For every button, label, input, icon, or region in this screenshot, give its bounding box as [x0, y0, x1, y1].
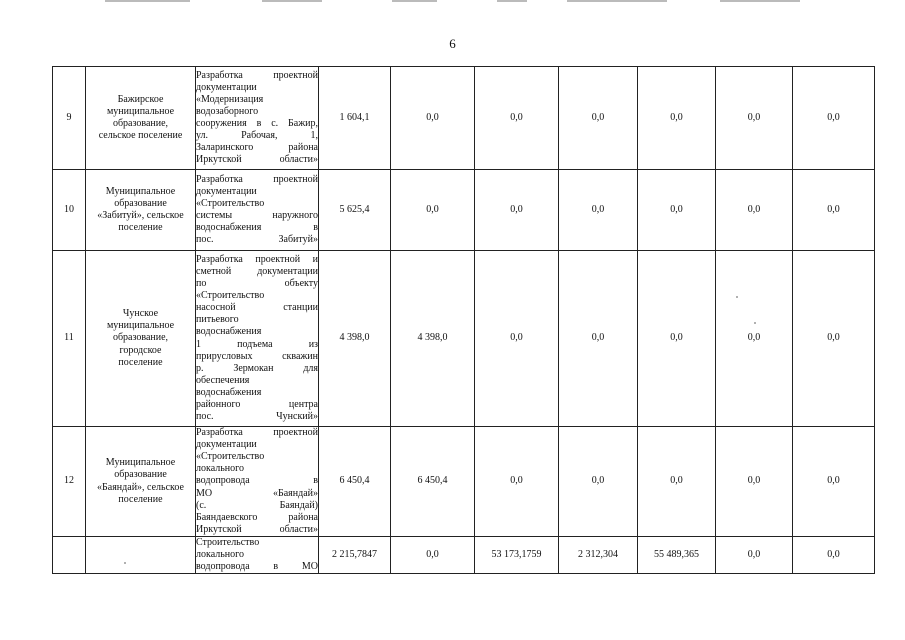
- project-description-line: документации: [196, 185, 257, 197]
- amount-col-5: 0,0: [638, 67, 716, 170]
- project-description-line: локального: [196, 463, 244, 475]
- project-description: [196, 427, 319, 537]
- project-description-line: Разработка проектной: [196, 69, 318, 81]
- municipality-name-line: поселение: [118, 356, 163, 368]
- amount-col-3: 0,0: [475, 67, 559, 170]
- municipality-name-line: образование,: [112, 118, 169, 129]
- project-description-line: питьевого: [196, 314, 239, 326]
- project-description-line: водоснабжения: [196, 386, 262, 398]
- amount-col-6: 0,0: [716, 170, 793, 251]
- project-description-line: (с. Баяндай): [196, 499, 318, 511]
- municipality-name: [86, 537, 196, 574]
- amount-col-1: 6 450,4: [319, 427, 391, 537]
- amount-col-4: 0,0: [559, 251, 638, 427]
- table-row: [53, 427, 875, 537]
- amount-col-4: 2 312,304: [559, 537, 638, 574]
- amount-col-2: 0,0: [391, 67, 475, 170]
- municipality-name: [86, 170, 196, 251]
- amount-col-5: 55 489,365: [638, 537, 716, 574]
- project-description: [196, 251, 319, 427]
- table-row: [53, 67, 875, 170]
- municipality-name-line: «Баяндай», сельское: [97, 481, 184, 493]
- amount-col-6: 0,0: [716, 251, 793, 427]
- project-description-line: сметной документации: [196, 265, 318, 277]
- row-number: [53, 537, 86, 574]
- project-description-line: «Строительство: [196, 290, 265, 302]
- project-description-line: 1 подъема из: [196, 338, 318, 350]
- amount-col-2: 0,0: [391, 170, 475, 251]
- project-description-line: прирусловых скважин: [196, 350, 318, 362]
- amount-col-7: 0,0: [793, 67, 875, 170]
- amount-col-5: 0,0: [638, 170, 716, 251]
- amount-col-7: 0,0: [793, 537, 875, 574]
- amount-col-3: 0,0: [475, 170, 559, 251]
- project-description-line: обеспечения: [196, 374, 250, 386]
- project-description-line: «Модернизация: [196, 93, 264, 105]
- project-description-line: водопровода в МО: [196, 561, 318, 573]
- municipality-name-line: поселение: [118, 493, 163, 505]
- amount-col-4: 0,0: [559, 67, 638, 170]
- table-row: [53, 537, 875, 574]
- project-description-line: МО «Баяндай»: [196, 487, 318, 499]
- page-number: 6: [449, 36, 456, 51]
- row-number: 9: [53, 67, 86, 170]
- project-description-line: Разработка проектной и: [196, 253, 318, 265]
- project-description-line: Иркутской области»: [196, 523, 318, 535]
- municipality-name-line: муниципальное: [106, 105, 175, 117]
- amount-col-1: 1 604,1: [319, 67, 391, 170]
- project-description: [196, 67, 319, 170]
- project-description: [196, 170, 319, 251]
- scan-speck: [124, 562, 126, 564]
- municipality-name-line: образование,: [112, 332, 169, 344]
- amount-col-1: 2 215,7847: [319, 537, 391, 574]
- amount-col-4: 0,0: [559, 170, 638, 251]
- funding-table: [52, 66, 875, 574]
- amount-col-2: 0,0: [391, 537, 475, 574]
- amount-col-3: 0,0: [475, 427, 559, 537]
- project-description-line: системы наружного: [196, 210, 318, 221]
- project-description-line: Баяндаевского района: [196, 511, 318, 523]
- municipality-name-line: «Забитуй», сельское: [97, 210, 184, 221]
- municipality-name-line: Чунское: [122, 308, 159, 320]
- project-description-line: «Строительство: [196, 197, 265, 209]
- project-description-line: ул. Рабочая, 1,: [196, 130, 318, 142]
- amount-col-2: 4 398,0: [391, 251, 475, 427]
- amount-col-6: 0,0: [716, 427, 793, 537]
- scan-top-edge: [0, 0, 905, 3]
- project-description-line: Разработка проектной: [196, 173, 318, 185]
- municipality-name-line: сельское поселение: [98, 130, 183, 142]
- project-description-line: пос. Забитуй»: [196, 234, 318, 246]
- amount-col-1: 5 625,4: [319, 170, 391, 251]
- amount-col-6: 0,0: [716, 537, 793, 574]
- amount-col-7: 0,0: [793, 251, 875, 427]
- project-description: [196, 537, 319, 574]
- amount-col-1: 4 398,0: [319, 251, 391, 427]
- municipality-name-line: городское: [119, 344, 162, 356]
- project-description-line: Разработка проектной: [196, 427, 318, 439]
- amount-col-3: 53 173,1759: [475, 537, 559, 574]
- municipality-name-line: Муниципальное: [105, 457, 176, 469]
- table-row: [53, 251, 875, 427]
- project-description-line: локального: [196, 549, 244, 561]
- project-description-line: водоснабжения: [196, 326, 262, 338]
- project-description-line: водоснабжения в: [196, 222, 318, 234]
- municipality-name-line: образование: [114, 197, 167, 209]
- municipality-name-line: образование: [114, 469, 167, 481]
- row-number: 12: [53, 427, 86, 537]
- amount-col-6: 0,0: [716, 67, 793, 170]
- project-description-line: Иркутской области»: [196, 154, 318, 166]
- municipality-name-line: поселение: [118, 222, 163, 234]
- project-description-line: р. Зермокан для: [196, 362, 318, 374]
- project-description-line: Заларинского района: [196, 142, 318, 154]
- project-description-line: насосной станции: [196, 302, 318, 314]
- project-description-line: пос. Чунский»: [196, 411, 318, 423]
- scan-speck: [754, 322, 756, 324]
- row-number: 11: [53, 251, 86, 427]
- scan-speck: [736, 296, 738, 298]
- amount-col-7: 0,0: [793, 170, 875, 251]
- project-description-line: сооружения в с. Бажир,: [196, 118, 318, 129]
- project-description-line: районного центра: [196, 398, 318, 410]
- amount-col-4: 0,0: [559, 427, 638, 537]
- municipality-name-line: Бажирское: [117, 93, 164, 105]
- amount-col-5: 0,0: [638, 427, 716, 537]
- municipality-name: [86, 251, 196, 427]
- project-description-line: водозаборного: [196, 105, 259, 117]
- amount-col-2: 6 450,4: [391, 427, 475, 537]
- municipality-name-line: Муниципальное: [105, 185, 176, 197]
- project-description-line: водопровода в: [196, 475, 318, 487]
- amount-col-7: 0,0: [793, 427, 875, 537]
- amount-col-3: 0,0: [475, 251, 559, 427]
- project-description-line: Строительство: [196, 537, 260, 548]
- project-description-line: по объекту: [196, 278, 318, 290]
- project-description-line: документации: [196, 81, 257, 93]
- amount-col-5: 0,0: [638, 251, 716, 427]
- municipality-name: [86, 427, 196, 537]
- row-number: 10: [53, 170, 86, 251]
- project-description-line: документации: [196, 439, 257, 451]
- municipality-name: [86, 67, 196, 170]
- project-description-line: «Строительство: [196, 451, 265, 463]
- municipality-name-line: муниципальное: [106, 320, 175, 332]
- table-row: [53, 170, 875, 251]
